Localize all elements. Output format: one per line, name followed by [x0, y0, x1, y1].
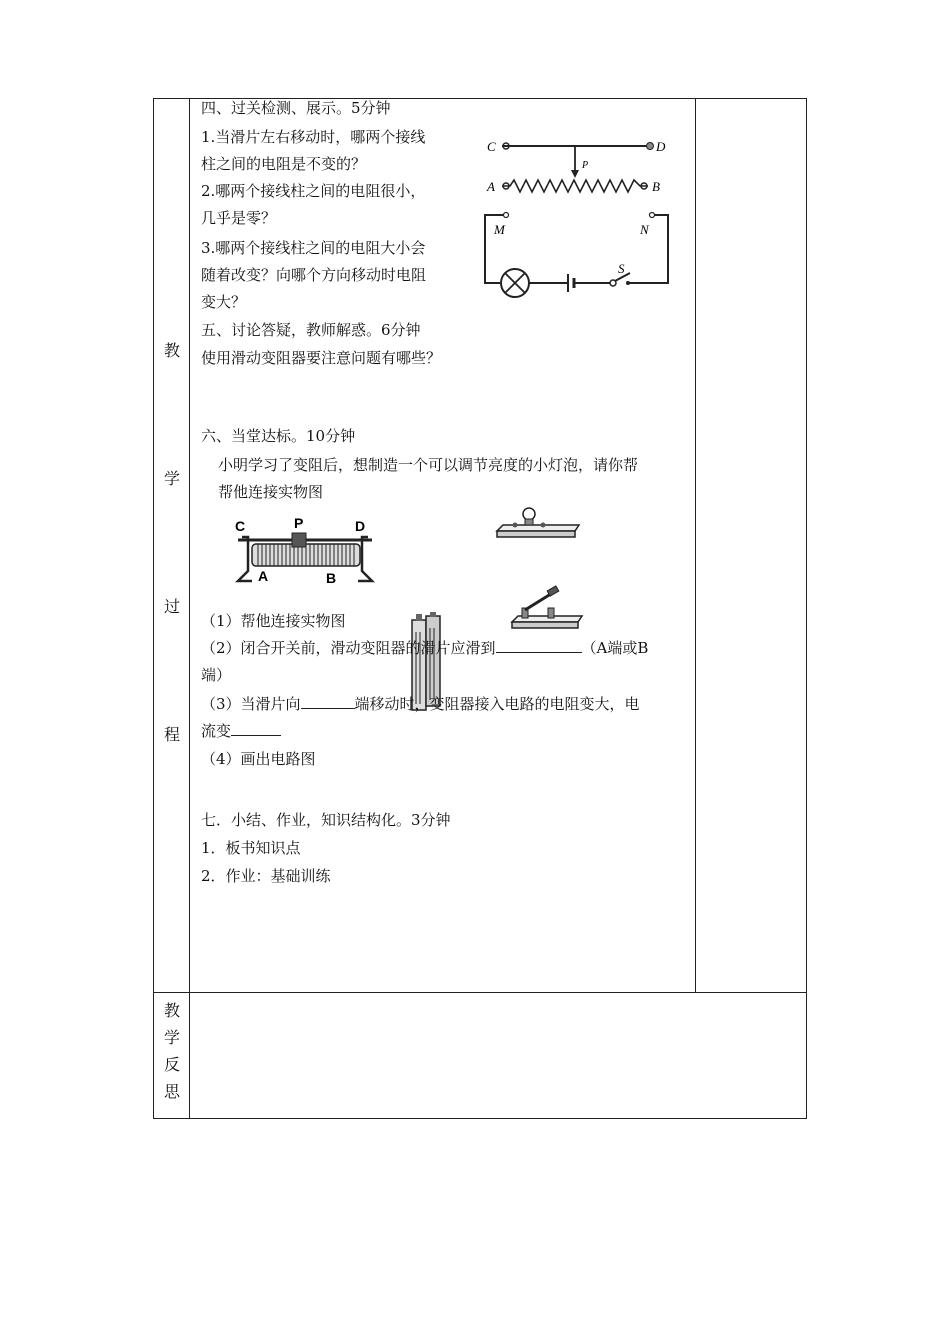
section6-item1: （1）帮他连接实物图 [201, 612, 346, 630]
section4-q3-line3: 变大？ [201, 293, 247, 311]
answer-blank-current[interactable] [231, 721, 281, 736]
section4-q2-line1: 2.哪两个接线柱之间的电阻很小， [201, 182, 426, 200]
table-border-right [806, 98, 807, 1119]
rheostat-label-d: D [355, 518, 366, 534]
side-label-reflection-4: 思 [163, 1082, 180, 1101]
table-border-left [153, 98, 154, 1119]
section6-item2-text: （2）闭合开关前，滑动变阻器的滑片应滑到 [201, 639, 496, 657]
section4-heading: 四、过关检测、展示。5分钟 [201, 99, 391, 117]
side-label-reflection-3: 反 [163, 1055, 180, 1074]
answer-blank-direction[interactable] [301, 694, 355, 709]
section4-q1-line1: 1.当滑片左右移动时，哪两个接线 [201, 128, 426, 146]
table-col-divider-right [695, 98, 696, 993]
light-bulb-image [495, 505, 585, 543]
table-col-divider [189, 98, 190, 1119]
side-label-process-4: 程 [163, 725, 180, 744]
section6-heading: 六、当堂达标。10分钟 [201, 427, 356, 445]
section6-item3-text-c: 流变 [201, 722, 232, 740]
knife-switch-image [508, 588, 588, 636]
rheostat-label-a: A [258, 568, 269, 584]
circuit-label-p: P [582, 160, 589, 171]
rheostat-label-b: B [326, 570, 337, 586]
section4-q2-line2: 几乎是零？ [201, 209, 277, 227]
section4-q3-line2: 随着改变？向哪个方向移动时电阻 [201, 266, 427, 284]
section4-q1-line2: 柱之间的电阻是不变的？ [201, 155, 367, 173]
section6-item2-line1 [201, 638, 648, 658]
section7-heading: 七．小结、作业，知识结构化。3分钟 [201, 811, 451, 829]
section6-intro-line1: 小明学习了变阻后，想制造一个可以调节亮度的小灯泡，请你帮 [218, 456, 639, 474]
side-label-reflection-1: 教 [163, 1001, 180, 1020]
section6-item3-text-a: （3）当滑片向 [201, 695, 301, 713]
table-border-bottom [153, 1118, 807, 1119]
circuit-label-n: N [640, 222, 649, 237]
section6-item3-text-b: 端移动时，变阻器接入电路的电阻变大，电 [354, 695, 640, 713]
section6-item4: （4）画出电路图 [201, 750, 316, 768]
side-label-reflection-2: 学 [163, 1028, 180, 1047]
section7-item1: 1．板书知识点 [201, 839, 301, 857]
section5-question: 使用滑动变阻器要注意问题有哪些？ [201, 349, 442, 367]
section7-item2: 2．作业：基础训练 [201, 867, 331, 885]
circuit-label-m: M [494, 222, 505, 237]
circuit-label-a: A [487, 179, 495, 194]
side-label-process-1: 教 [163, 341, 180, 360]
circuit-label-d: D [656, 139, 666, 154]
rheostat-circuit-diagram [480, 130, 680, 300]
section6-item3-line1 [201, 694, 640, 714]
circuit-label-b: B [652, 179, 660, 194]
section6-intro-line2: 帮他连接实物图 [218, 483, 324, 501]
section4-q3-line1: 3.哪两个接线柱之间的电阻大小会 [201, 239, 426, 257]
table-divider-row [153, 992, 807, 993]
section6-item2-options: （A端或B [581, 639, 649, 657]
circuit-label-s: S [618, 261, 625, 276]
answer-blank-slider-end[interactable] [496, 638, 582, 653]
section6-item2-line2: 端） [201, 666, 232, 684]
sliding-rheostat-image [230, 515, 380, 587]
section5-heading: 五、讨论答疑，教师解惑。6分钟 [201, 321, 421, 339]
section6-item3-line2 [201, 721, 281, 741]
rheostat-label-p: P [294, 515, 304, 531]
rheostat-label-c: C [235, 518, 246, 534]
side-label-process-3: 过 [163, 597, 180, 616]
circuit-label-c: C [487, 139, 496, 154]
side-label-process-2: 学 [163, 469, 180, 488]
